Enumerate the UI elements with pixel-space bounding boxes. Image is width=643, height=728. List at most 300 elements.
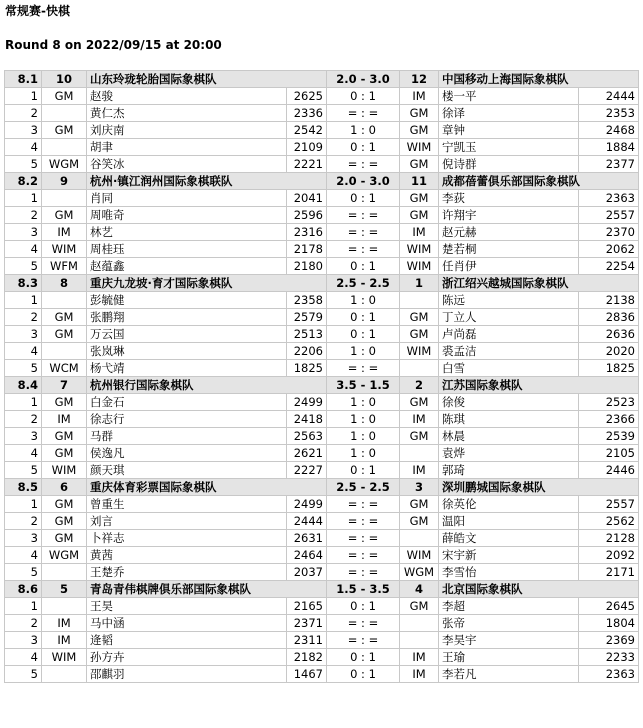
black-player-rating: 2020 (579, 343, 639, 360)
game-row (5, 139, 639, 156)
black-player-title: WIM (400, 343, 439, 360)
away-team-name: 浙江绍兴越城国际象棋队 (439, 275, 639, 292)
game-result: = : = (327, 496, 400, 513)
game-number: 2 (5, 513, 42, 530)
game-result: 0 : 1 (327, 666, 400, 683)
black-player-name: 林晨 (439, 428, 579, 445)
black-player-title: GM (400, 394, 439, 411)
home-team-number: 9 (42, 173, 87, 190)
white-player-name: 颜天琪 (87, 462, 287, 479)
white-player-title: GM (42, 496, 87, 513)
black-player-title: IM (400, 411, 439, 428)
game-result: = : = (327, 105, 400, 122)
away-team-name: 北京国际象棋队 (439, 581, 639, 598)
black-player-rating: 2836 (579, 309, 639, 326)
black-player-name: 李荻 (439, 190, 579, 207)
match-board: 8.4 (5, 377, 42, 394)
game-result: 1 : 0 (327, 343, 400, 360)
white-player-name: 张岚琳 (87, 343, 287, 360)
white-player-rating: 2444 (287, 513, 327, 530)
white-player-rating: 2221 (287, 156, 327, 173)
black-player-name: 徐英伦 (439, 496, 579, 513)
game-row (5, 360, 639, 377)
home-team-name: 杭州银行国际象棋队 (87, 377, 327, 394)
game-row (5, 190, 639, 207)
white-player-rating: 2165 (287, 598, 327, 615)
black-player-name: 宋宇新 (439, 547, 579, 564)
game-row (5, 547, 639, 564)
game-number: 2 (5, 207, 42, 224)
black-player-name: 郭琦 (439, 462, 579, 479)
black-player-title: GM (400, 496, 439, 513)
game-row (5, 666, 639, 683)
game-number: 2 (5, 411, 42, 428)
white-player-rating: 2358 (287, 292, 327, 309)
game-result: = : = (327, 241, 400, 258)
white-player-name: 卜祥志 (87, 530, 287, 547)
home-team-name: 杭州·镇江润州国际象棋联队 (87, 173, 327, 190)
game-number: 3 (5, 224, 42, 241)
white-player-name: 林艺 (87, 224, 287, 241)
white-player-title (42, 666, 87, 683)
white-player-title: WGM (42, 156, 87, 173)
white-player-title (42, 343, 87, 360)
away-team-number: 12 (400, 71, 439, 88)
game-result: = : = (327, 513, 400, 530)
white-player-name: 王昊 (87, 598, 287, 615)
white-player-rating: 2499 (287, 394, 327, 411)
white-player-name: 马中涵 (87, 615, 287, 632)
black-player-rating: 2523 (579, 394, 639, 411)
white-player-rating: 2311 (287, 632, 327, 649)
white-player-name: 马群 (87, 428, 287, 445)
game-row (5, 258, 639, 275)
white-player-title: WIM (42, 462, 87, 479)
black-player-title: GM (400, 598, 439, 615)
black-player-title (400, 292, 439, 309)
game-result: 0 : 1 (327, 139, 400, 156)
white-player-name: 肖同 (87, 190, 287, 207)
game-result: = : = (327, 156, 400, 173)
black-player-rating: 2636 (579, 326, 639, 343)
black-player-title: GM (400, 105, 439, 122)
game-result: = : = (327, 360, 400, 377)
black-player-name: 徐俊 (439, 394, 579, 411)
game-number: 5 (5, 360, 42, 377)
game-number: 4 (5, 445, 42, 462)
white-player-rating: 2418 (287, 411, 327, 428)
game-result: 1 : 0 (327, 122, 400, 139)
game-result: = : = (327, 207, 400, 224)
black-player-title (400, 615, 439, 632)
black-player-name: 倪诗群 (439, 156, 579, 173)
black-player-title: IM (400, 649, 439, 666)
black-player-rating: 2105 (579, 445, 639, 462)
white-player-name: 张鹏翔 (87, 309, 287, 326)
game-result: 0 : 1 (327, 88, 400, 105)
white-player-title: GM (42, 309, 87, 326)
black-player-name: 裘孟洁 (439, 343, 579, 360)
black-player-name: 张帝 (439, 615, 579, 632)
game-number: 4 (5, 139, 42, 156)
match-score: 2.5 - 2.5 (327, 275, 400, 292)
black-player-title: IM (400, 224, 439, 241)
white-player-name: 刘言 (87, 513, 287, 530)
white-player-name: 逄韬 (87, 632, 287, 649)
game-row (5, 428, 639, 445)
white-player-rating: 2206 (287, 343, 327, 360)
game-result: 0 : 1 (327, 462, 400, 479)
white-player-name: 周唯奇 (87, 207, 287, 224)
white-player-title: GM (42, 326, 87, 343)
game-number: 4 (5, 241, 42, 258)
results-table (4, 70, 639, 683)
home-team-number: 5 (42, 581, 87, 598)
black-player-title: IM (400, 462, 439, 479)
game-number: 3 (5, 122, 42, 139)
black-player-title (400, 530, 439, 547)
black-player-rating: 2062 (579, 241, 639, 258)
home-team-number: 8 (42, 275, 87, 292)
match-score: 2.0 - 3.0 (327, 173, 400, 190)
black-player-rating: 2353 (579, 105, 639, 122)
black-player-name: 陈远 (439, 292, 579, 309)
black-player-title: GM (400, 207, 439, 224)
white-player-title: GM (42, 88, 87, 105)
match-score: 2.0 - 3.0 (327, 71, 400, 88)
black-player-name: 李昊宇 (439, 632, 579, 649)
game-number: 3 (5, 428, 42, 445)
game-result: 1 : 0 (327, 394, 400, 411)
black-player-name: 袁烨 (439, 445, 579, 462)
black-player-title: WIM (400, 547, 439, 564)
game-number: 1 (5, 190, 42, 207)
game-result: 0 : 1 (327, 326, 400, 343)
white-player-name: 彭毓健 (87, 292, 287, 309)
black-player-title: GM (400, 513, 439, 530)
game-result: = : = (327, 530, 400, 547)
match-header-row (5, 275, 639, 292)
game-result: 0 : 1 (327, 649, 400, 666)
white-player-rating: 1825 (287, 360, 327, 377)
game-row (5, 445, 639, 462)
game-row (5, 462, 639, 479)
white-player-title: GM (42, 207, 87, 224)
away-team-name: 中国移动上海国际象棋队 (439, 71, 639, 88)
white-player-title (42, 139, 87, 156)
white-player-rating: 2621 (287, 445, 327, 462)
game-row (5, 309, 639, 326)
game-number: 2 (5, 309, 42, 326)
match-score: 1.5 - 3.5 (327, 581, 400, 598)
game-number: 2 (5, 615, 42, 632)
black-player-rating: 2092 (579, 547, 639, 564)
match-header-row (5, 377, 639, 394)
black-player-title: WIM (400, 139, 439, 156)
black-player-rating: 2645 (579, 598, 639, 615)
match-board: 8.2 (5, 173, 42, 190)
white-player-title (42, 564, 87, 581)
game-number: 5 (5, 564, 42, 581)
black-player-name: 温阳 (439, 513, 579, 530)
black-player-rating: 1884 (579, 139, 639, 156)
game-row (5, 649, 639, 666)
game-number: 4 (5, 649, 42, 666)
match-score: 2.5 - 2.5 (327, 479, 400, 496)
game-row (5, 326, 639, 343)
white-player-title: GM (42, 428, 87, 445)
black-player-title: GM (400, 122, 439, 139)
game-number: 5 (5, 258, 42, 275)
game-row (5, 394, 639, 411)
white-player-rating: 2579 (287, 309, 327, 326)
white-player-name: 黄茜 (87, 547, 287, 564)
game-result: 0 : 1 (327, 309, 400, 326)
black-player-rating: 2138 (579, 292, 639, 309)
black-player-rating: 1825 (579, 360, 639, 377)
game-row (5, 411, 639, 428)
white-player-name: 邵麒羽 (87, 666, 287, 683)
white-player-title: GM (42, 530, 87, 547)
white-player-title (42, 598, 87, 615)
home-team-name: 重庆体育彩票国际象棋队 (87, 479, 327, 496)
black-player-name: 李雪怡 (439, 564, 579, 581)
white-player-rating: 2182 (287, 649, 327, 666)
game-result: 0 : 1 (327, 258, 400, 275)
white-player-title: WCM (42, 360, 87, 377)
black-player-name: 丁立人 (439, 309, 579, 326)
black-player-name: 白雪 (439, 360, 579, 377)
white-player-rating: 2464 (287, 547, 327, 564)
black-player-name: 卢尚磊 (439, 326, 579, 343)
black-player-rating: 2557 (579, 496, 639, 513)
match-board: 8.6 (5, 581, 42, 598)
away-team-number: 4 (400, 581, 439, 598)
game-row (5, 88, 639, 105)
white-player-rating: 2227 (287, 462, 327, 479)
white-player-name: 曾重生 (87, 496, 287, 513)
match-header-row (5, 173, 639, 190)
game-number: 2 (5, 105, 42, 122)
white-player-title: WGM (42, 547, 87, 564)
game-result: = : = (327, 615, 400, 632)
black-player-rating: 2468 (579, 122, 639, 139)
black-player-rating: 1804 (579, 615, 639, 632)
game-number: 1 (5, 88, 42, 105)
match-header-row (5, 479, 639, 496)
black-player-title (400, 445, 439, 462)
white-player-title: IM (42, 411, 87, 428)
away-team-name: 深圳鹏城国际象棋队 (439, 479, 639, 496)
white-player-rating: 2316 (287, 224, 327, 241)
white-player-name: 赵骏 (87, 88, 287, 105)
black-player-title: GM (400, 326, 439, 343)
game-row (5, 530, 639, 547)
game-result: 0 : 1 (327, 598, 400, 615)
white-player-rating: 2625 (287, 88, 327, 105)
white-player-rating: 2513 (287, 326, 327, 343)
white-player-title: GM (42, 122, 87, 139)
black-player-name: 任肖伊 (439, 258, 579, 275)
game-number: 5 (5, 666, 42, 683)
home-team-name: 重庆九龙坡·育才国际象棋队 (87, 275, 327, 292)
black-player-rating: 2254 (579, 258, 639, 275)
black-player-title: GM (400, 309, 439, 326)
black-player-rating: 2444 (579, 88, 639, 105)
black-player-rating: 2446 (579, 462, 639, 479)
black-player-name: 王瑜 (439, 649, 579, 666)
away-team-number: 3 (400, 479, 439, 496)
game-number: 1 (5, 496, 42, 513)
white-player-rating: 1467 (287, 666, 327, 683)
match-header-row (5, 581, 639, 598)
black-player-name: 薛皓文 (439, 530, 579, 547)
away-team-name: 江苏国际象棋队 (439, 377, 639, 394)
game-number: 3 (5, 326, 42, 343)
round-info: Round 8 on 2022/09/15 at 20:00 (5, 38, 222, 52)
game-number: 1 (5, 292, 42, 309)
white-player-rating: 2596 (287, 207, 327, 224)
white-player-name: 杨弋靖 (87, 360, 287, 377)
white-player-rating: 2109 (287, 139, 327, 156)
match-header-row (5, 71, 639, 88)
black-player-rating: 2366 (579, 411, 639, 428)
game-row (5, 105, 639, 122)
black-player-name: 章钟 (439, 122, 579, 139)
white-player-title: GM (42, 394, 87, 411)
away-team-number: 11 (400, 173, 439, 190)
white-player-name: 孙方卉 (87, 649, 287, 666)
white-player-title: WFM (42, 258, 87, 275)
black-player-name: 赵元赫 (439, 224, 579, 241)
black-player-title: GM (400, 156, 439, 173)
black-player-rating: 2233 (579, 649, 639, 666)
white-player-rating: 2542 (287, 122, 327, 139)
black-player-name: 徐译 (439, 105, 579, 122)
home-team-number: 6 (42, 479, 87, 496)
game-result: 1 : 0 (327, 292, 400, 309)
white-player-title: WIM (42, 241, 87, 258)
white-player-rating: 2371 (287, 615, 327, 632)
black-player-title: IM (400, 88, 439, 105)
white-player-rating: 2037 (287, 564, 327, 581)
game-row (5, 241, 639, 258)
black-player-title (400, 360, 439, 377)
away-team-number: 2 (400, 377, 439, 394)
match-score: 3.5 - 1.5 (327, 377, 400, 394)
white-player-name: 刘庆南 (87, 122, 287, 139)
match-board: 8.1 (5, 71, 42, 88)
game-row (5, 292, 639, 309)
game-row (5, 513, 639, 530)
white-player-name: 白金石 (87, 394, 287, 411)
white-player-title (42, 105, 87, 122)
match-board: 8.5 (5, 479, 42, 496)
white-player-title (42, 190, 87, 207)
black-player-name: 李若凡 (439, 666, 579, 683)
black-player-title: WGM (400, 564, 439, 581)
black-player-rating: 2369 (579, 632, 639, 649)
white-player-rating: 2631 (287, 530, 327, 547)
white-player-name: 黄仁杰 (87, 105, 287, 122)
black-player-title: GM (400, 190, 439, 207)
game-result: 1 : 0 (327, 411, 400, 428)
game-number: 1 (5, 598, 42, 615)
white-player-title: IM (42, 224, 87, 241)
black-player-title (400, 632, 439, 649)
page-title: 常规赛-快棋 (5, 4, 70, 18)
black-player-name: 陈琪 (439, 411, 579, 428)
white-player-rating: 2041 (287, 190, 327, 207)
home-team-number: 10 (42, 71, 87, 88)
white-player-name: 胡聿 (87, 139, 287, 156)
game-number: 3 (5, 632, 42, 649)
game-row (5, 122, 639, 139)
game-row (5, 564, 639, 581)
black-player-title: GM (400, 428, 439, 445)
black-player-rating: 2377 (579, 156, 639, 173)
game-row (5, 598, 639, 615)
black-player-name: 李超 (439, 598, 579, 615)
match-board: 8.3 (5, 275, 42, 292)
game-number: 5 (5, 156, 42, 173)
white-player-name: 赵蕴鑫 (87, 258, 287, 275)
game-row (5, 156, 639, 173)
game-result: 0 : 1 (327, 190, 400, 207)
game-number: 4 (5, 343, 42, 360)
white-player-title: IM (42, 632, 87, 649)
white-player-rating: 2180 (287, 258, 327, 275)
game-row (5, 224, 639, 241)
white-player-rating: 2499 (287, 496, 327, 513)
black-player-rating: 2557 (579, 207, 639, 224)
game-row (5, 496, 639, 513)
black-player-rating: 2128 (579, 530, 639, 547)
home-team-name: 青岛青伟棋牌俱乐部国际象棋队 (87, 581, 327, 598)
black-player-rating: 2370 (579, 224, 639, 241)
away-team-name: 成都蓓蕾俱乐部国际象棋队 (439, 173, 639, 190)
black-player-name: 宁凯玉 (439, 139, 579, 156)
black-player-rating: 2363 (579, 190, 639, 207)
game-result: 1 : 0 (327, 428, 400, 445)
game-number: 5 (5, 462, 42, 479)
white-player-rating: 2563 (287, 428, 327, 445)
white-player-title: WIM (42, 649, 87, 666)
home-team-number: 7 (42, 377, 87, 394)
game-row (5, 343, 639, 360)
game-row (5, 632, 639, 649)
game-result: = : = (327, 224, 400, 241)
white-player-name: 侯逸凡 (87, 445, 287, 462)
black-player-rating: 2363 (579, 666, 639, 683)
black-player-name: 楼一平 (439, 88, 579, 105)
black-player-rating: 2562 (579, 513, 639, 530)
white-player-title: GM (42, 513, 87, 530)
white-player-title: GM (42, 445, 87, 462)
game-row (5, 207, 639, 224)
white-player-name: 谷笑冰 (87, 156, 287, 173)
white-player-name: 徐志行 (87, 411, 287, 428)
black-player-title: IM (400, 666, 439, 683)
white-player-name: 周桂珏 (87, 241, 287, 258)
black-player-title: WIM (400, 241, 439, 258)
white-player-title: IM (42, 615, 87, 632)
game-result: = : = (327, 547, 400, 564)
white-player-rating: 2178 (287, 241, 327, 258)
black-player-rating: 2171 (579, 564, 639, 581)
game-result: 1 : 0 (327, 445, 400, 462)
game-result: = : = (327, 632, 400, 649)
